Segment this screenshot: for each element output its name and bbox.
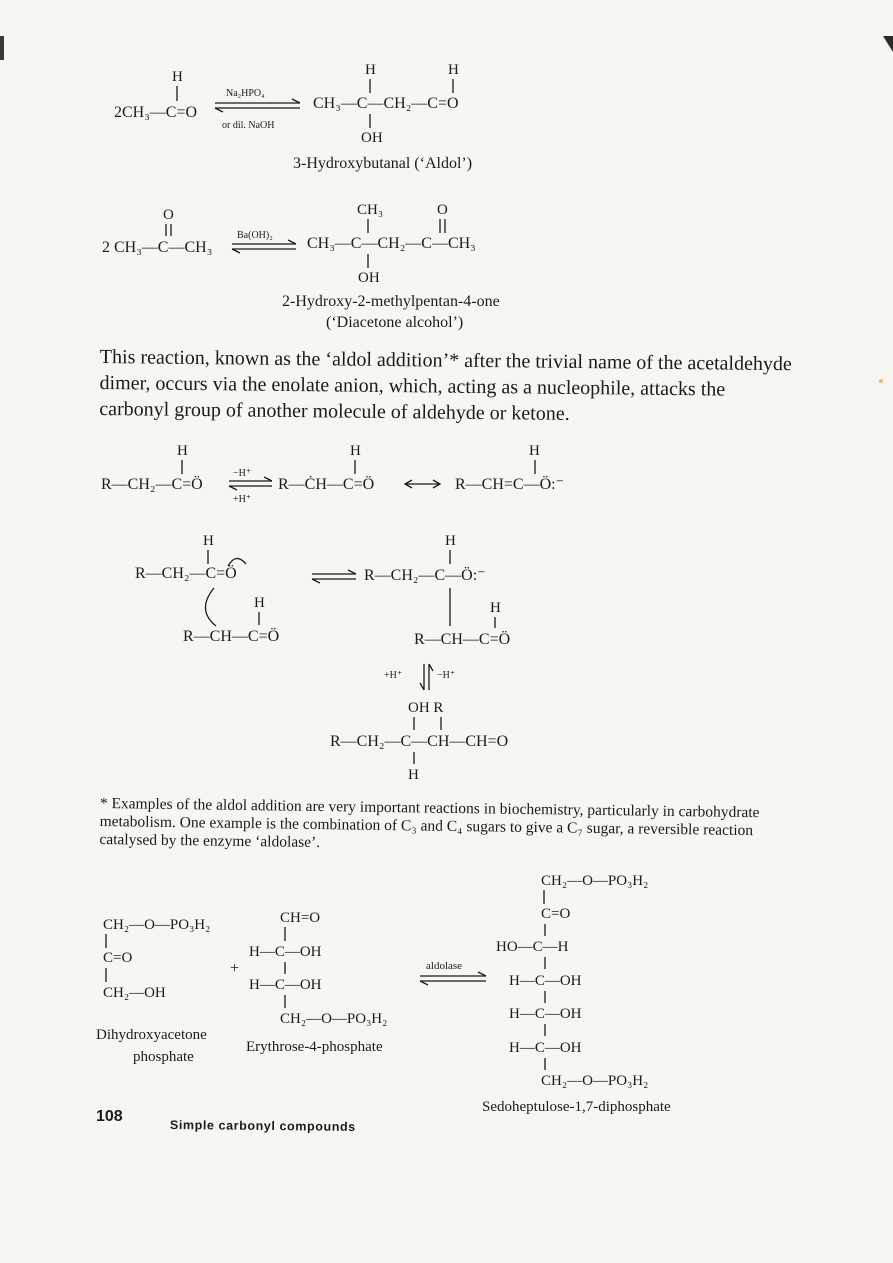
e4p-aldehyde-line: CH=O (280, 910, 321, 926)
reactant-acetone: 2 CH₃—C—CH₃ (102, 239, 213, 256)
sedoheptulose-line-5: H—C—OH (509, 1006, 582, 1022)
alkoxide-intermediate-hydrogen: H (490, 600, 501, 616)
alkoxide-intermediate-bottom: R—CH—C=Ö (414, 631, 511, 648)
product-aldol-chain: CH₃—C—CH₂—C=O (313, 95, 459, 112)
dhap-name-line1: Dihydroxyacetone (96, 1027, 207, 1043)
plus-sign: + (230, 960, 240, 977)
reactant-acetaldehyde: 2CH₃—C=O (114, 104, 198, 121)
page-number: 108 (96, 1108, 123, 1125)
carbonyl-acceptor: R—CH₂—C=Ö (135, 565, 237, 582)
deprotonation-label: −H⁺ (233, 468, 252, 479)
sedoheptulose-phosphate-line-1: CH₂—O—PO₃H₂ (541, 873, 649, 889)
enzyme-label: aldolase (426, 960, 463, 972)
enolate-hydrogen: H (254, 595, 265, 611)
enolate-structure: R—CH=C—Ö:⁻ (455, 476, 565, 493)
reagent-disodium-phosphate: Na₂HPO₄ (226, 88, 265, 99)
sedoheptulose-line-4: H—C—OH (509, 973, 582, 989)
enol-hydrogen-3: H (529, 443, 540, 459)
product-hydroxyl: OH (358, 270, 380, 286)
aldol-product-chain: R—CH₂—C—CH—CH=O (330, 733, 509, 750)
alkoxide-hydrogen: H (445, 533, 456, 549)
deprotonation-label: −H⁺ (437, 670, 456, 681)
e4p-hydroxyl-line-2: H—C—OH (249, 977, 322, 993)
protonation-label: +H⁺ (233, 494, 252, 505)
product-name-trivial: (‘Diacetone alcohol’) (326, 314, 464, 331)
enolate-donor: R—CH—C=Ö (183, 628, 280, 645)
running-title: Simple carbonyl compounds (169, 1118, 356, 1134)
sedoheptulose-name: Sedoheptulose-1,7-diphosphate (482, 1099, 671, 1115)
aldehyde-structure: R—CH₂—C=Ö (101, 476, 203, 493)
product-name-systematic: 2-Hydroxy-2-methylpentan-4-one (282, 293, 500, 310)
product-diacetone-chain: CH₃—C—CH₂—C—CH₃ (307, 235, 476, 252)
body-paragraph: This reaction, known as the ‘aldol addition’* after the trivial name of the acetaldehyde dimer, occurs via the enolate anion, which, acting as a nucleophile, attacks the carbonyl group of another molecule of aldehyde or ketone. (99, 345, 792, 425)
product-hydroxyl: OH (361, 130, 383, 146)
carbonyl-hydrogen: H (203, 533, 214, 549)
e4p-name: Erythrose-4-phosphate (246, 1039, 383, 1055)
product-methyl: CH₃ (357, 202, 384, 218)
footnote: * Examples of the aldol addition are very important reactions in biochemistry, particularly in carbohydrate metabolism. One example is the combination of C₃ and C₄ sugars to give a C₇ sugar, a reversible reaction catalysed by the enzyme ‘aldolase’. (99, 795, 760, 852)
sedoheptulose-carbonyl-line: C=O (541, 906, 571, 922)
reagent-dilute-sodium-hydroxide: or dil. NaOH (222, 120, 275, 131)
sedoheptulose-line-3: HO—C—H (496, 939, 569, 955)
alkoxide-intermediate-top: R—CH₂—C—Ö:⁻ (364, 567, 486, 584)
dhap-carbonyl-line: C=O (103, 950, 133, 966)
product-hydrogen-2: H (448, 62, 459, 78)
product-name-aldol: 3-Hydroxybutanal (‘Aldol’) (293, 155, 473, 172)
aldol-product-hydrogen: H (408, 767, 419, 783)
dhap-phosphate-line: CH₂—O—PO₃H₂ (103, 917, 211, 933)
e4p-hydroxyl-line-1: H—C—OH (249, 944, 322, 960)
e4p-phosphate-line: CH₂—O—PO₃H₂ (280, 1011, 388, 1027)
acetone-oxygen: O (163, 207, 174, 223)
enol-hydrogen-1: H (177, 443, 188, 459)
aldol-product-substituents: OH R (408, 700, 444, 716)
reactant-hydrogen: H (172, 69, 183, 85)
product-hydrogen-1: H (365, 62, 376, 78)
protonation-label: +H⁺ (384, 670, 403, 681)
sedoheptulose-line-6: H—C—OH (509, 1040, 582, 1056)
product-ketone-oxygen: O (437, 202, 448, 218)
reagent-barium-hydroxide: Ba(OH)₂ (237, 230, 273, 241)
carbanion-structure: R—ĊH—C=Ö (278, 476, 375, 493)
enol-hydrogen-2: H (350, 443, 361, 459)
dhap-hydroxyl-line: CH₂—OH (103, 985, 166, 1001)
dhap-name-line2: phosphate (133, 1049, 194, 1065)
sedoheptulose-phosphate-line-7: CH₂—O—PO₃H₂ (541, 1073, 649, 1089)
